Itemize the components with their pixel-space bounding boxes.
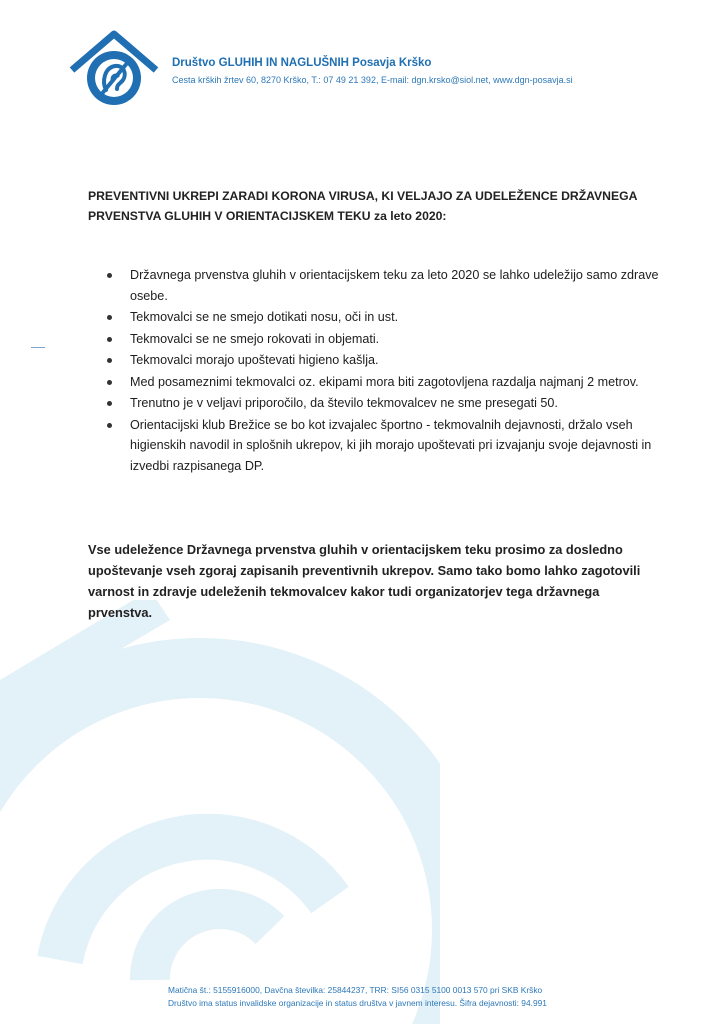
measure-text: Tekmovalci se ne smejo rokovati in objemati. [130,331,380,346]
closing-line: Vse udeležence Državnega prvenstva gluhih v orientacijskem teku prosimo za dosledno [88,542,623,557]
preventive-measures-list [105,265,665,477]
logo-watermark [0,600,440,1024]
measure-text: Državnega prvenstva gluhih v orientacijskem teku za leto 2020 se lahko udeležijo samo zdrave osebe. [130,268,659,303]
list-item [105,415,665,477]
bullet-icon [107,358,112,363]
document-title [88,186,638,226]
footer [168,984,668,1010]
bullet-icon [107,380,112,385]
list-item [105,329,665,350]
title-line: PREVENTIVNI UKREPI ZARADI KORONA VIRUSA, KI VELJAJO ZA UDELEŽENCE DRŽAVNEGA [88,189,638,203]
measure-text: Tekmovalci morajo upoštevati higieno kašlja. [130,353,379,367]
bullet-icon [107,423,112,428]
closing-line: prvenstva. [88,605,153,620]
bullet-icon [107,337,112,342]
title-line: PRVENSTVA GLUHIH V ORIENTACIJSKEM TEKU za leto 2020: [88,209,447,223]
margin-mark [31,347,45,348]
measure-text: Orientacijski klub Brežice se bo kot izvajalec športno - tekmovalnih dejavnosti, držalo vseh higienskih navodil in splošnih ukrepov, ki jih morajo upoštevati pri izvajanju svoje dejavnosti in izvedbi razpisanega DP. [130,417,652,473]
closing-line: varnost in zdravje udeleženih tekmovalcev kakor tudi organizatorjev tega državnega [88,584,600,599]
list-item [105,307,665,328]
closing-paragraph [88,539,668,623]
bullet-icon [107,315,112,320]
society-logo [68,30,160,112]
list-item [105,372,665,393]
footer-registration: Matična št.: 5155916000, Davčna številka: 25844237, TRR: SI56 0315 5100 0013 570 pri SKB Krško [168,985,543,995]
measure-text: Trenutno je v veljavi priporočilo, da število tekmovalcev ne sme presegati 50. [130,396,558,410]
closing-line: upoštevanje vseh zgoraj zapisanih preventivnih ukrepov. Samo tako bomo lahko zagotovili [88,563,641,578]
bullet-icon [107,273,112,278]
footer-status: Društvo ima status invalidske organizacije in status društva v javnem interesu. Šifra dejavnosti: 94.991 [168,998,547,1008]
measure-text: Med posameznimi tekmovalci oz. ekipami mora biti zagotovljena razdalja najmanj 2 metrov. [130,374,639,389]
bullet-icon [107,401,112,406]
organization-address: Cesta krških žrtev 60, 8270 Krško, T.: 07 49 21 392, E-mail: dgn.krsko@siol.net, www.dgn-posavja.si [172,75,573,85]
measure-text: Tekmovalci se ne smejo dotikati nosu, oči in ust. [130,310,399,324]
list-item [105,265,665,306]
list-item [105,393,665,414]
organization-name: Društvo GLUHIH IN NAGLUŠNIH Posavja Krško [172,57,432,69]
list-item [105,350,665,371]
